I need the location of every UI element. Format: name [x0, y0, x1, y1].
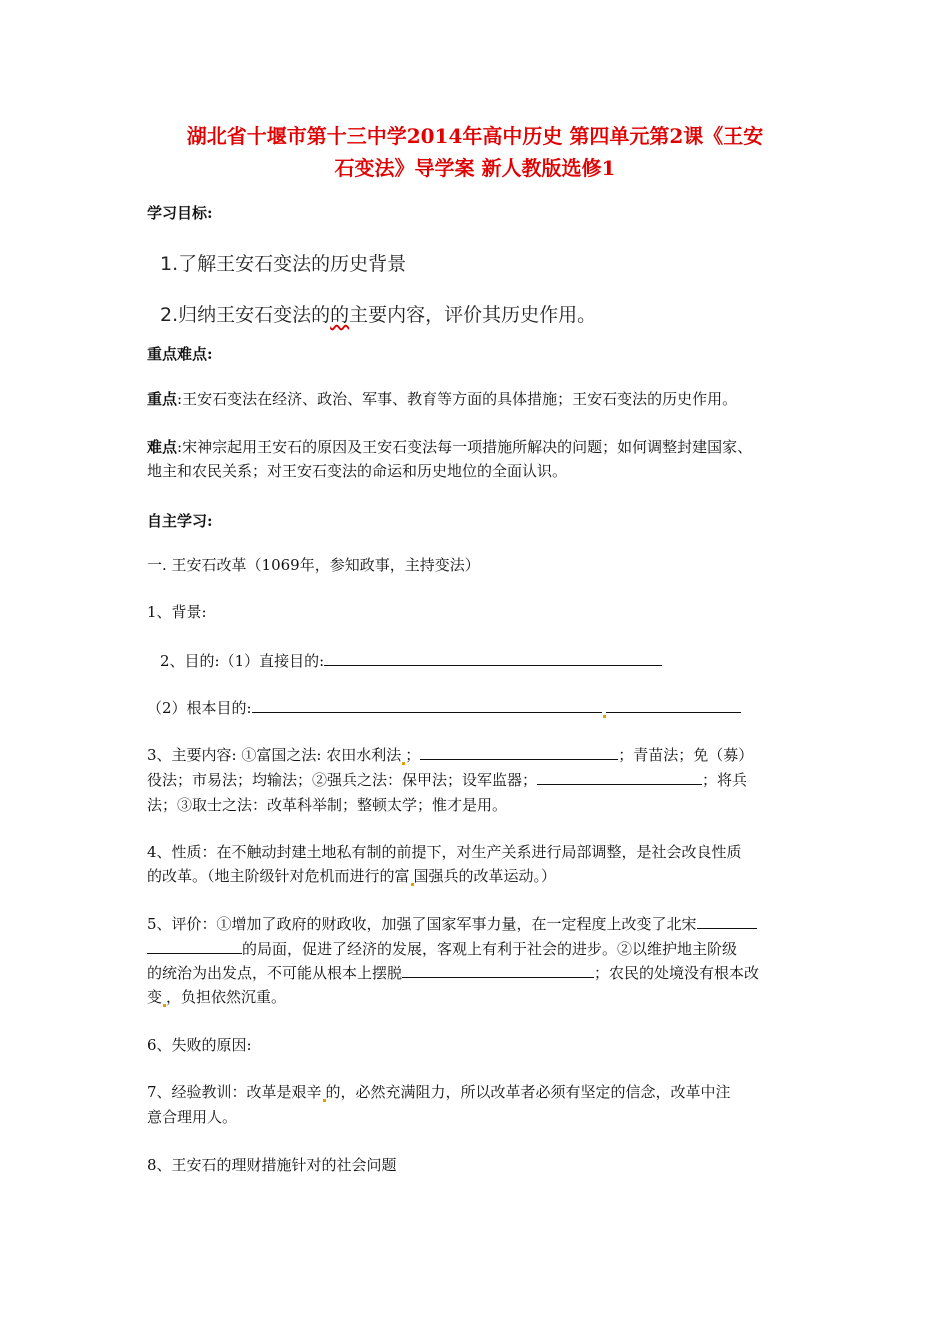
focus-paragraph: 重点:王安石变法在经济、政治、军事、教育等方面的具体措施；王安石变法的历史作用。	[147, 390, 738, 408]
content-line-2: 役法；市易法；均输法；②强兵之法：保甲法；设军监器； ；将兵	[147, 771, 748, 789]
lesson-line-1: 7、经验教训：改革是艰辛 的，必然充满阻力，所以改革者必须有坚定的信念，改革中注	[147, 1083, 731, 1101]
objective-item-1: 1.了解王安石变法的历史背景	[160, 253, 407, 275]
objective-item-2: 2.归纳王安石变法的的主要内容，评价其历史作用。	[160, 304, 597, 326]
difficulty-paragraph-line2: 地主和农民关系；对王安石变法的命运和历史地位的全面认识。	[147, 462, 568, 480]
evaluation-blank-2[interactable]	[402, 963, 594, 978]
purpose-root-item: （2）根本目的:	[147, 698, 741, 718]
content-line-1: 3、主要内容: ①富国之法: 农田水利法 ； ；青苗法；免（募）	[147, 746, 754, 764]
evaluation-blank-1b[interactable]	[147, 939, 242, 954]
purpose-root-blank-b[interactable]	[606, 698, 741, 713]
nature-line-1: 4、性质：在不触动封建土地私有制的前提下，对生产关系进行局部调整，是社会改良性质	[147, 843, 742, 861]
content-blank-1[interactable]	[420, 745, 618, 760]
section-1-heading: 一. 王安石改革（1069年，参知政事，主持变法）	[147, 556, 480, 574]
difficulty-paragraph-line1: 难点:宋神宗起用王安石的原因及王安石变法每一项措施所解决的问题；如何调整封建国家、	[147, 438, 753, 456]
key-points-heading: 重点难点:	[147, 345, 213, 363]
document-title-line2: 石变法》导学案 新人教版选修1	[334, 156, 616, 180]
document-title-line1: 湖北省十堰市第十三中学2014年高中历史 第四单元第2课《王安	[186, 124, 764, 148]
self-study-heading: 自主学习:	[147, 512, 213, 530]
purpose-root-blank-a[interactable]	[252, 698, 602, 713]
objectives-heading: 学习目标:	[147, 204, 213, 222]
purpose-direct-blank[interactable]	[324, 651, 662, 666]
background-item: 1、背景:	[147, 603, 207, 621]
evaluation-line-4: 变 ，负担依然沉重。	[147, 988, 287, 1006]
content-blank-2[interactable]	[537, 770, 702, 785]
nature-line-2: 的改革。（地主阶级针对危机而进行的富 国强兵的改革运动。）	[147, 867, 557, 885]
evaluation-line-2: 的局面，促进了经济的发展，客观上有利于社会的进步。②以维护地主阶级	[147, 939, 737, 959]
evaluation-line-3: 的统治为出发点，不可能从根本上摆脱 ；农民的处境没有根本改	[147, 964, 760, 982]
item-8: 8、王安石的理财措施针对的社会问题	[147, 1156, 397, 1174]
lesson-line-2: 意合理用人。	[147, 1108, 238, 1126]
failure-reason-item: 6、失败的原因:	[147, 1036, 252, 1054]
content-line-3: 法；③取士之法：改革科举制；整顿太学；惟才是用。	[147, 796, 508, 814]
purpose-direct-item: 2、目的:（1）直接目的:	[160, 651, 662, 671]
evaluation-line-1: 5、评价：①增加了政府的财政收，加强了国家军事力量，在一定程度上改变了北宋	[147, 914, 757, 934]
evaluation-blank-1a[interactable]	[697, 914, 757, 929]
